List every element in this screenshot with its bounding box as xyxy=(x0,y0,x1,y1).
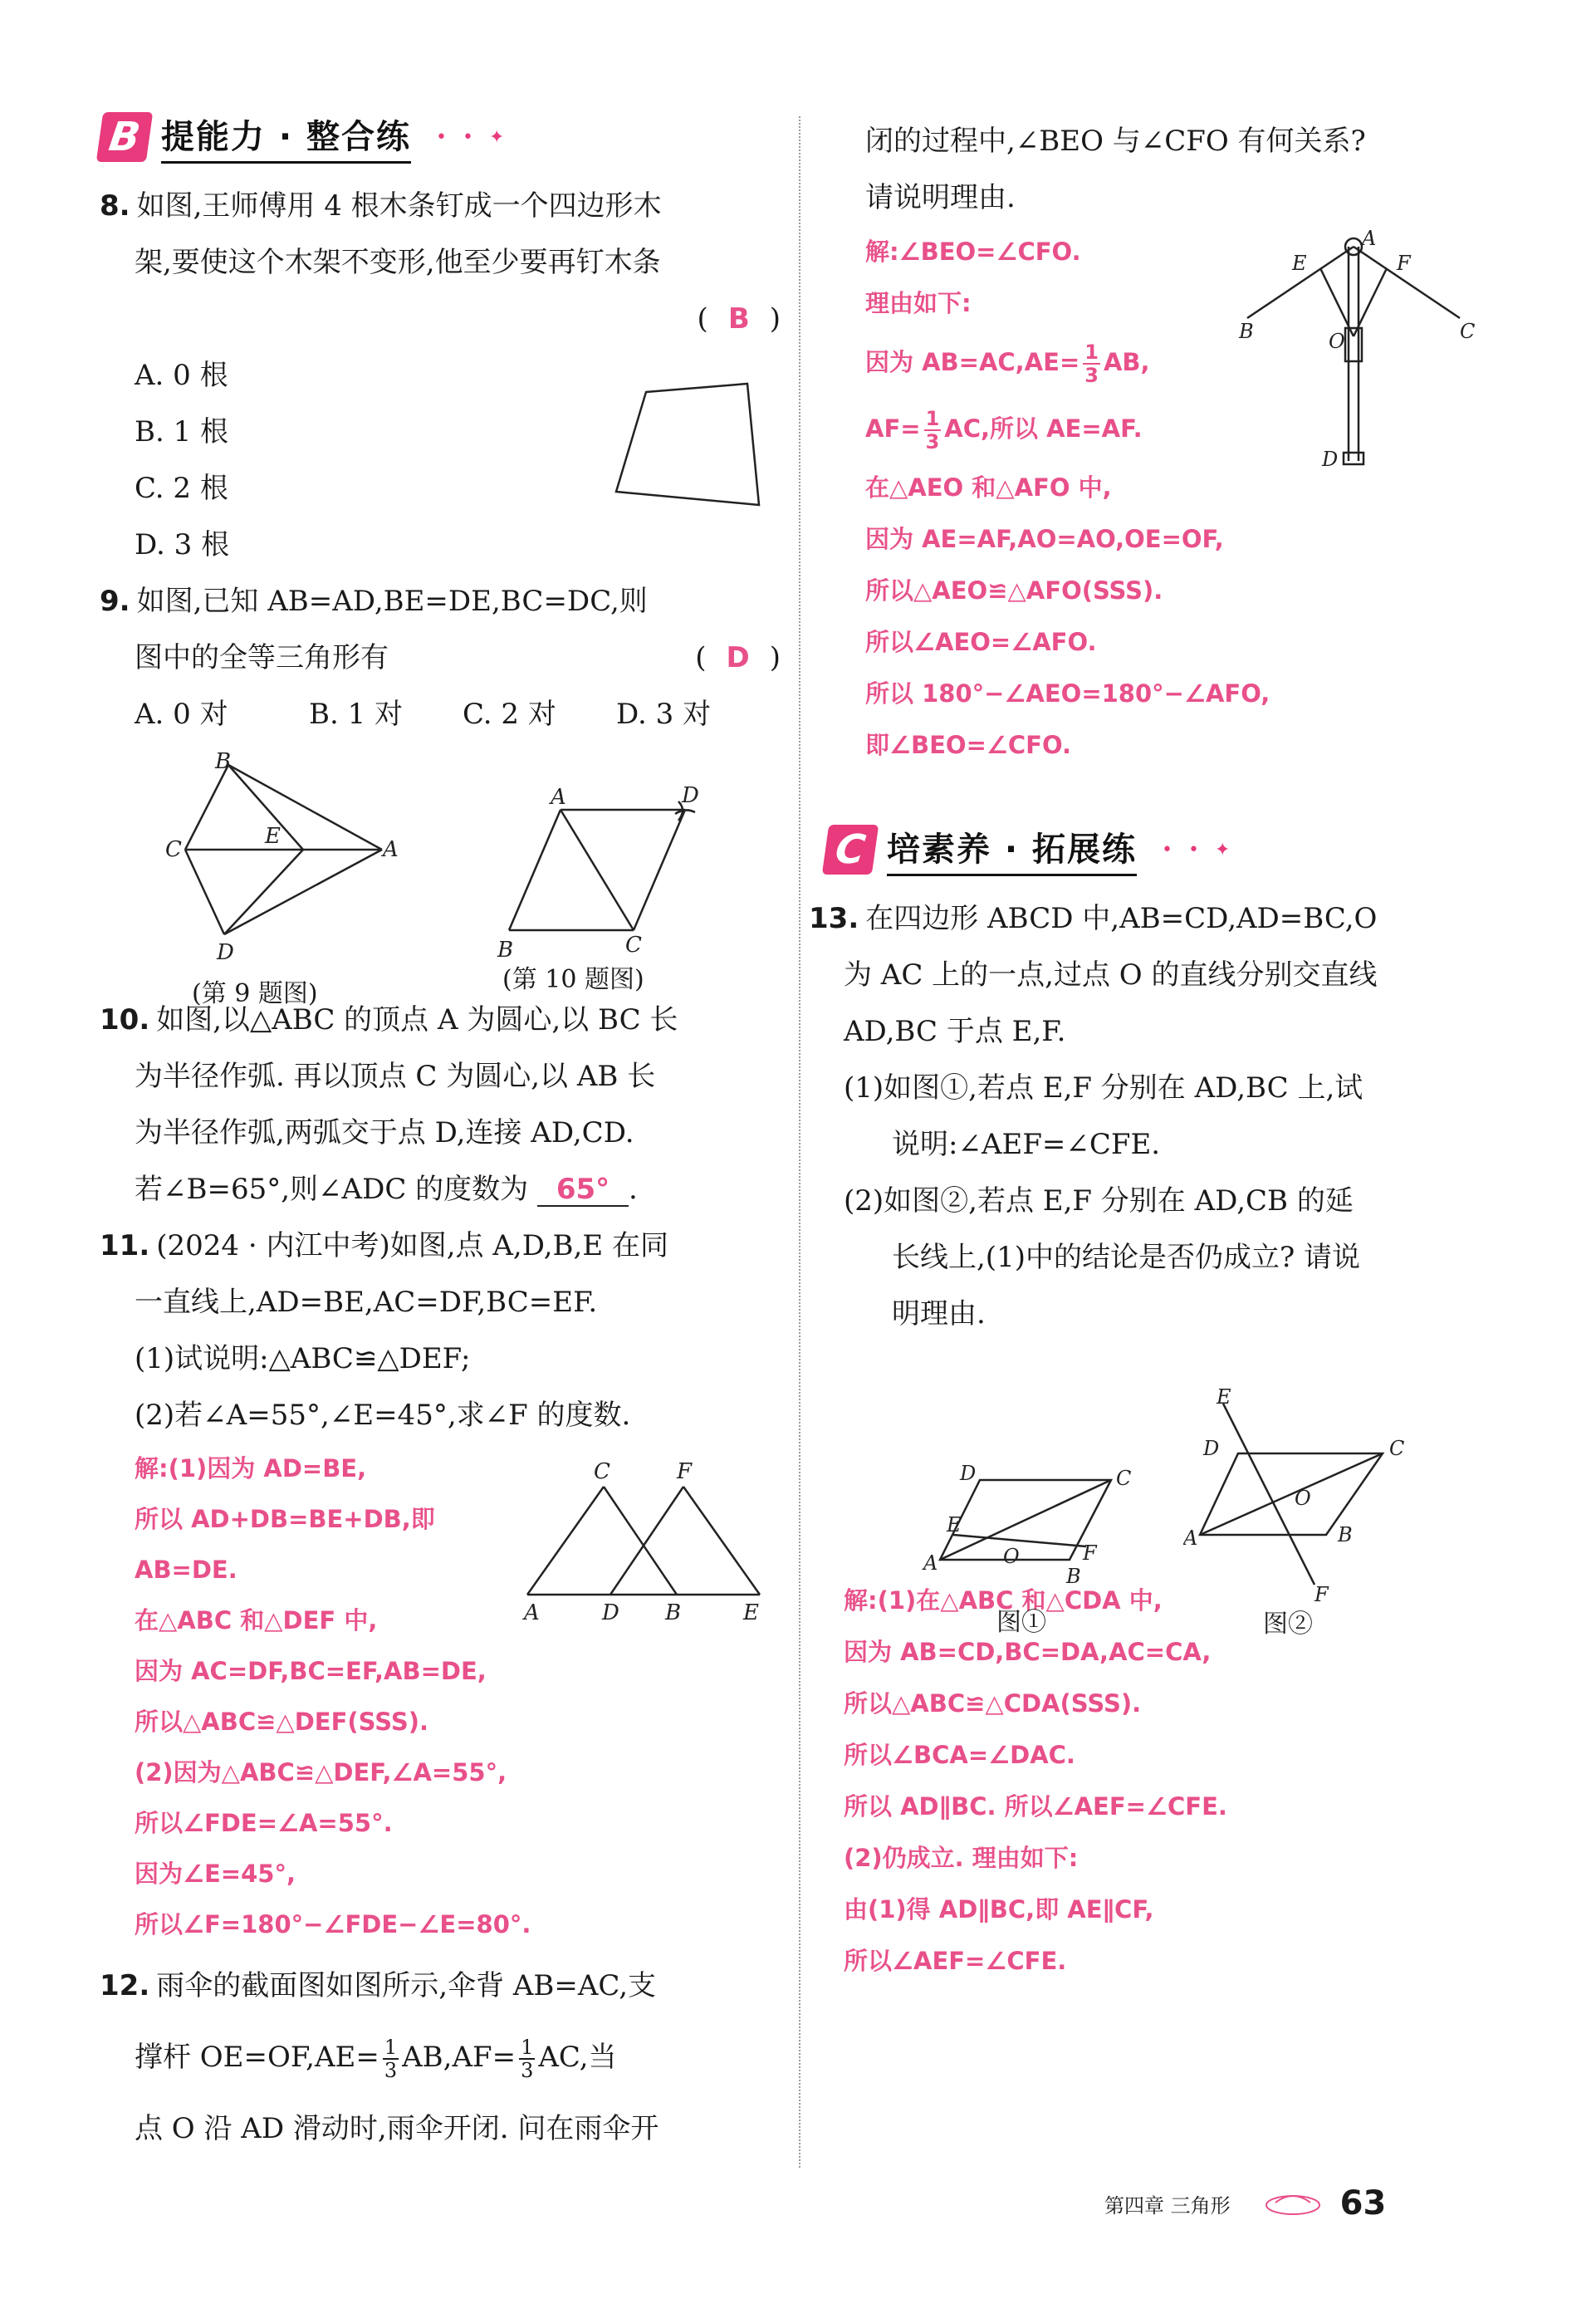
frac-den: 3 xyxy=(384,2059,398,2082)
svg-text:O: O xyxy=(1295,1487,1311,1510)
q12-sol4b: AC,所以 AE=AF. xyxy=(944,414,1143,443)
q9-line1: 如图,已知 AB=AD,BE=DE,BC=DC,则 xyxy=(136,585,648,618)
svg-text:F: F xyxy=(1083,1541,1097,1565)
svg-text:A: A xyxy=(923,1551,938,1575)
q11-line1: (2024 · 内江中考)如图,点 A,D,B,E 在同 xyxy=(156,1229,668,1262)
question-12 xyxy=(100,1950,781,2164)
decor-dots-icon: • • ✦ xyxy=(1162,839,1236,860)
svg-text:D: D xyxy=(602,1600,619,1625)
svg-text:F: F xyxy=(1397,252,1411,275)
q10-line3: 为半径作弧,两弧交于点 D,连接 AD,CD. xyxy=(135,1116,634,1149)
q11-line2: 一直线上,AD=BE,AC=DF,BC=EF. xyxy=(135,1286,598,1319)
question-12-continued xyxy=(830,113,1495,226)
q11-sol-line: 所以∠FDE=∠A=55°. xyxy=(135,1809,393,1837)
q11-number: 11. xyxy=(100,1229,150,1262)
q10-line2: 为半径作弧. 再以顶点 C 为圆心,以 AB 长 xyxy=(135,1060,656,1093)
q9-option-a: A. 0 对 xyxy=(135,698,228,731)
section-c-title: 培素养 · 拓展练 xyxy=(887,823,1137,876)
q12-sol-fraction-1 xyxy=(1083,341,1100,386)
section-b-badge: B xyxy=(96,112,153,162)
q10-line4: 若∠B=65°,则∠ADC 的度数为 xyxy=(135,1173,529,1206)
q8-quadrilateral xyxy=(616,384,759,505)
q13-sol-line: (2)仍成立. 理由如下: xyxy=(844,1844,1079,1872)
q13-sol-line: 所以△ABC≌△CDA(SSS). xyxy=(844,1689,1142,1718)
svg-text:C: C xyxy=(165,837,182,862)
q13-sol-line: 由(1)得 AD∥BC,即 AE∥CF, xyxy=(844,1895,1154,1924)
q12-sol-line: 所以 180°−∠AEO=180°−∠AFO, xyxy=(865,679,1270,708)
svg-text:E: E xyxy=(947,1513,962,1536)
q12-fraction-1 xyxy=(383,2036,399,2081)
q11-line3: (1)试说明:△ABC≌△DEF; xyxy=(135,1342,471,1375)
page-number: 63 xyxy=(1339,2184,1387,2223)
q8-number: 8. xyxy=(100,189,130,223)
svg-text:F: F xyxy=(1314,1583,1329,1603)
q11-sol-line: 所以 AD+DB=BE+DB,即 xyxy=(135,1505,435,1533)
q9-number: 9. xyxy=(100,585,130,618)
frac-num: 1 xyxy=(521,2036,534,2059)
q8-option-b: B. 1 根 xyxy=(135,415,229,448)
q13-sol-line: 所以∠BCA=∠DAC. xyxy=(844,1741,1075,1769)
q12-sol-line: 因为 AE=AF,AO=AO,OE=OF, xyxy=(865,525,1224,553)
q9-caption: (第 9 题图) xyxy=(192,979,318,1008)
q12-sol4a: AF= xyxy=(865,414,921,443)
section-c-badge: C xyxy=(822,825,879,875)
q13-line3: AD,BC 于点 E,F. xyxy=(844,1015,1066,1048)
q9-answer: D xyxy=(726,641,750,674)
q13-sol-line: 所以∠AEF=∠CFE. xyxy=(844,1947,1067,1975)
svg-text:D: D xyxy=(1203,1437,1220,1460)
svg-text:B: B xyxy=(1066,1565,1081,1588)
q8-figure xyxy=(614,382,772,518)
q13-line8: 明理由. xyxy=(892,1297,986,1331)
decor-dots-icon: • • ✦ xyxy=(436,126,510,148)
q11-sol-line: (2)因为△ABC≌△DEF,∠A=55°, xyxy=(135,1758,507,1786)
svg-text:E: E xyxy=(265,824,281,849)
q12-sol3b: AB, xyxy=(1103,348,1150,376)
svg-text:B: B xyxy=(1338,1523,1353,1546)
q10-line1: 如图,以△ABC 的顶点 A 为圆心,以 BC 长 xyxy=(156,1003,678,1037)
q12-number: 12. xyxy=(100,1969,150,2002)
q13-fig2-caption: 图② xyxy=(1263,1610,1313,1639)
svg-text:A: A xyxy=(1183,1527,1198,1550)
q13-sol-line: 因为 AB=CD,BC=DA,AC=CA, xyxy=(844,1638,1212,1666)
q11-sol-line: 因为 AC=DF,BC=EF,AB=DE, xyxy=(135,1657,487,1685)
q8-option-c: C. 2 根 xyxy=(135,472,228,505)
section-b-header xyxy=(100,108,781,166)
svg-text:C: C xyxy=(1460,320,1476,343)
svg-text:C: C xyxy=(1389,1437,1405,1460)
question-13 xyxy=(809,890,1495,1342)
q11-line4: (2)若∠A=55°,∠E=45°,求∠F 的度数. xyxy=(135,1399,631,1432)
q12-sol-line: 在△AEO 和△AFO 中, xyxy=(865,473,1112,502)
q12-line1: 雨伞的截面图如图所示,伞背 AB=AC,支 xyxy=(156,1969,657,2002)
q12-sol-line: 理由如下: xyxy=(865,289,972,317)
svg-text:E: E xyxy=(1217,1387,1231,1409)
svg-text:O: O xyxy=(1003,1545,1020,1568)
q13-figure-1 xyxy=(920,1462,1153,1638)
q12-sol-line: 即∠BEO=∠CFO. xyxy=(865,731,1071,759)
q10-period: . xyxy=(628,1173,638,1206)
page-footer xyxy=(1104,2184,1386,2223)
svg-text:F: F xyxy=(677,1459,693,1484)
section-b-title: 提能力 · 整合练 xyxy=(161,110,411,164)
column-divider xyxy=(799,116,800,2168)
svg-text:E: E xyxy=(743,1600,759,1625)
q13-line7: 长线上,(1)中的结论是否仍成立? 请说 xyxy=(892,1241,1361,1274)
q13-line5: 说明:∠AEF=∠CFE. xyxy=(892,1128,1161,1161)
q12-sol-line: 解:∠BEO=∠CFO. xyxy=(865,238,1081,266)
svg-text:C: C xyxy=(1116,1467,1132,1490)
frac-den: 3 xyxy=(925,430,940,453)
q13-line4: (1)如图①,若点 E,F 分别在 AD,BC 上,试 xyxy=(844,1071,1363,1105)
svg-text:B: B xyxy=(1239,320,1254,343)
q11-figure xyxy=(519,1453,768,1631)
q13-line6: (2)如图②,若点 E,F 分别在 AD,CB 的延 xyxy=(844,1184,1354,1218)
q12-sol-fraction-2 xyxy=(924,408,942,453)
q9-option-c: C. 2 对 xyxy=(463,698,556,731)
q11-sol-line: 在△ABC 和△DEF 中, xyxy=(135,1606,378,1634)
svg-text:A: A xyxy=(551,785,566,810)
q12-line2a: 撑杆 OE=OF,AE= xyxy=(135,2041,379,2074)
q11-sol-line: 所以△ABC≌△DEF(SSS). xyxy=(135,1708,429,1736)
publisher-logo-icon xyxy=(1264,2191,1322,2216)
q12-line2c: AC,当 xyxy=(538,2041,617,2074)
svg-text:D: D xyxy=(682,783,699,808)
q12-sol3a: 因为 AB=AC,AE= xyxy=(865,348,1080,376)
q12-umbrella-figure xyxy=(1237,228,1486,481)
svg-text:D: D xyxy=(217,940,234,965)
svg-text:C: C xyxy=(625,933,642,958)
frac-num: 1 xyxy=(384,2036,398,2059)
section-c-header xyxy=(825,821,1495,879)
q11-sol-line: 因为∠E=45°, xyxy=(135,1860,296,1888)
q8-option-d: D. 3 根 xyxy=(135,528,230,561)
q12-line2b: AB,AF= xyxy=(402,2041,516,2074)
question-10 xyxy=(100,992,781,1218)
q9-line2: 图中的全等三角形有 xyxy=(135,641,389,674)
q13-line2: 为 AC 上的一点,过点 O 的直线分别交直线 xyxy=(844,958,1378,992)
svg-text:D: D xyxy=(1322,448,1339,471)
q13-sol-line: 解:(1)在△ABC 和△CDA 中, xyxy=(844,1586,1163,1615)
frac-den: 3 xyxy=(521,2059,534,2082)
svg-text:O: O xyxy=(1329,330,1345,353)
svg-text:D: D xyxy=(960,1462,977,1485)
svg-text:A: A xyxy=(524,1600,540,1625)
q9-figure xyxy=(162,752,411,1009)
q13-sol-line: 所以 AD∥BC. 所以∠AEF=∠CFE. xyxy=(844,1792,1227,1821)
q8-line1: 如图,王师傅用 4 根木条钉成一个四边形木 xyxy=(136,189,662,223)
svg-text:B: B xyxy=(497,938,514,963)
q8-answer: B xyxy=(727,302,750,336)
svg-text:E: E xyxy=(1292,252,1307,275)
q13-figure-2 xyxy=(1183,1387,1408,1639)
q11-sol-line: 解:(1)因为 AD=BE, xyxy=(135,1454,367,1483)
q13-fig1-caption: 图① xyxy=(996,1608,1046,1637)
q10-number: 10. xyxy=(100,1003,150,1037)
q10-figure xyxy=(494,781,710,995)
q8-line2: 架,要使这个木架不变形,他至少要再钉木条 xyxy=(135,246,661,279)
q12-fraction-2 xyxy=(519,2036,535,2081)
q13-number: 13. xyxy=(809,902,859,935)
q9-answer-paren: ( D ) xyxy=(695,641,781,674)
q12-sol-line: 所以∠AEO=∠AFO. xyxy=(865,628,1097,656)
q12-line4: 闭的过程中,∠BEO 与∠CFO 有何关系? xyxy=(865,125,1366,158)
q10-caption: (第 10 题图) xyxy=(502,965,644,994)
frac-den: 3 xyxy=(1084,364,1099,387)
q12-line5: 请说明理由. xyxy=(865,181,1016,214)
frac-num: 1 xyxy=(1084,341,1099,364)
q8-answer-paren: ( B ) xyxy=(697,302,781,336)
q9-option-d: D. 3 对 xyxy=(616,698,712,731)
svg-text:C: C xyxy=(594,1459,610,1484)
q10-answer-blank: 65° xyxy=(537,1174,629,1207)
q12-sol-line: 所以△AEO≌△AFO(SSS). xyxy=(865,576,1163,605)
frac-num: 1 xyxy=(925,407,940,430)
chapter-label: 第四章 三角形 xyxy=(1104,2193,1231,2218)
svg-text:A: A xyxy=(1362,228,1377,250)
svg-text:B: B xyxy=(215,752,232,774)
q11-sol-line: 所以∠F=180°−∠FDE−∠E=80°. xyxy=(135,1910,531,1938)
q11-sol-line: AB=DE. xyxy=(135,1556,237,1584)
svg-text:A: A xyxy=(383,837,399,862)
question-9 xyxy=(100,573,781,742)
q8-option-a: A. 0 根 xyxy=(135,359,228,392)
q12-line3: 点 O 沿 AD 滑动时,雨伞开闭. 问在雨伞开 xyxy=(135,2112,659,2145)
q9-option-b: B. 1 对 xyxy=(309,698,404,731)
q13-line1: 在四边形 ABCD 中,AB=CD,AD=BC,O xyxy=(865,902,1378,935)
svg-text:B: B xyxy=(665,1600,682,1625)
